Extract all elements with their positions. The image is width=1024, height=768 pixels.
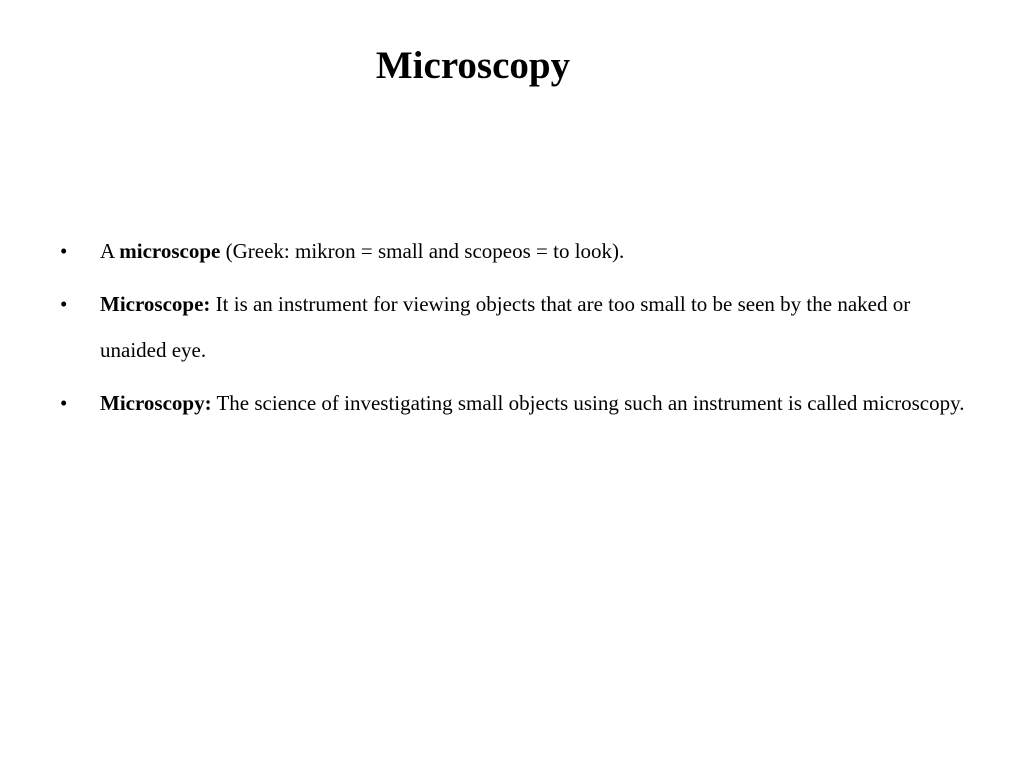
bullet-text: (Greek: mikron = small and scopeos = to look). bbox=[220, 239, 625, 263]
bullet-term: microscope bbox=[119, 239, 221, 263]
bullet-item-microscope-etymology bbox=[60, 228, 970, 274]
bullet-text: The science of investigating small objects using such an instrument is called microscopy. bbox=[211, 391, 965, 415]
bullet-item-microscopy-definition bbox=[60, 380, 970, 426]
bullet-prefix: A bbox=[100, 239, 120, 263]
bullet-marker: • bbox=[60, 292, 68, 316]
bullet-marker: • bbox=[60, 239, 68, 263]
bullet-text: It is an instrument for viewing objects that are too small to be seen by the naked or unaided eye. bbox=[100, 292, 911, 362]
bullet-term: Microscope: bbox=[100, 292, 211, 316]
bullet-item-microscope-definition bbox=[60, 281, 970, 373]
bullet-marker: • bbox=[60, 391, 68, 415]
bullet-term: Microscopy: bbox=[100, 391, 212, 415]
bullet-list bbox=[60, 228, 970, 433]
slide-title: Microscopy bbox=[375, 44, 571, 87]
